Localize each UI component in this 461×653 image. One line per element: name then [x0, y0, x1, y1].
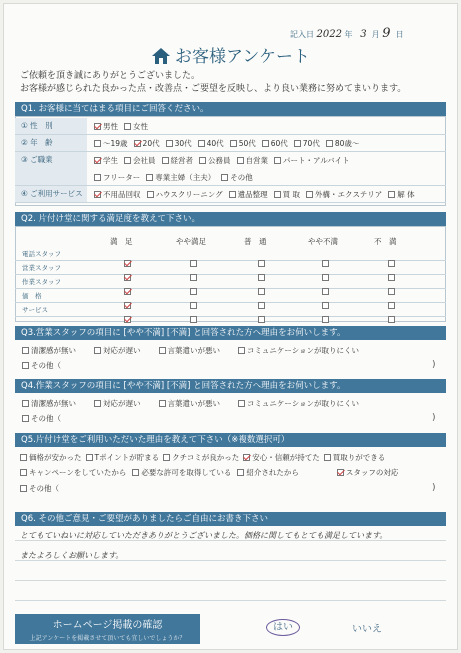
q1-option[interactable] — [274, 190, 300, 199]
q1-row-divider — [15, 202, 446, 203]
q4-other-option-checkbox[interactable] — [22, 415, 29, 422]
q4-option-checkbox[interactable] — [238, 400, 245, 407]
q1-option[interactable] — [199, 156, 231, 165]
q1-option[interactable] — [124, 122, 148, 131]
q5-option-checkbox[interactable] — [324, 454, 331, 461]
q1-option-label: 不用品回収 — [103, 190, 141, 199]
q1-option-checkbox[interactable] — [147, 191, 154, 198]
q2-rating-cell[interactable] — [190, 307, 199, 326]
q5-option[interactable] — [20, 453, 82, 462]
q1-option-checkbox[interactable] — [294, 140, 301, 147]
intro-text — [20, 70, 406, 96]
q2-row-label: サービス — [22, 306, 48, 314]
date-label: 記入日 — [290, 30, 314, 39]
month-unit: 月 — [371, 30, 380, 39]
q6-line-3 — [15, 580, 446, 581]
q1-option[interactable] — [230, 139, 256, 148]
q2-header: Q2. 片付け堂に関する満足度を教えて下さい。 — [15, 212, 446, 226]
intro-line-2: お客様が感じられた良かった点・改善点・ご要望を反映し、より良い業務に努めてまいります。 — [20, 84, 407, 94]
q1-option-checkbox[interactable] — [162, 157, 169, 164]
q1-option-label: 20代 — [142, 139, 160, 148]
publish-confirm-subtitle: 上記アンケートを掲載させて頂いても宜しいでしょうか？ — [29, 635, 186, 642]
q1-option-checkbox[interactable] — [306, 191, 313, 198]
publish-no-option[interactable]: いいえ — [352, 624, 382, 635]
q3-other-option-label: その他（ — [31, 361, 61, 370]
q1-option-checkbox[interactable] — [199, 157, 206, 164]
q1-option-label: 経営者 — [170, 156, 193, 165]
q2-column-header: やや満足 — [176, 237, 206, 246]
q5-option-checkbox[interactable] — [243, 454, 250, 461]
q1-row-options — [94, 138, 365, 149]
q5-row-2 — [20, 467, 404, 478]
q1-option-checkbox[interactable] — [221, 174, 228, 181]
q1-option-label: 公務員 — [208, 156, 231, 165]
q1-option-checkbox[interactable] — [134, 140, 141, 147]
q1-option[interactable] — [94, 122, 118, 131]
q5-row-1 — [20, 452, 389, 463]
q5-row-3 — [20, 483, 65, 494]
q3-option-checkbox[interactable] — [159, 347, 166, 354]
q1-option-checkbox[interactable] — [230, 140, 237, 147]
q5-option-label: キャンペーンをしていたから — [29, 468, 127, 477]
q3-other-option-checkbox[interactable] — [22, 362, 29, 369]
day-unit: 日 — [395, 30, 404, 39]
q5-option[interactable] — [243, 453, 320, 462]
q1-option-checkbox[interactable] — [274, 157, 281, 164]
q5-option-checkbox[interactable] — [337, 469, 344, 476]
q1-option[interactable] — [146, 173, 215, 182]
q1-option[interactable] — [221, 173, 253, 182]
q5-option[interactable] — [163, 453, 239, 462]
q3-other-option[interactable] — [22, 361, 61, 370]
q1-option[interactable] — [94, 190, 141, 199]
q5-other-option-checkbox[interactable] — [20, 485, 27, 492]
q1-option[interactable] — [294, 139, 320, 148]
q2-rating-cell[interactable] — [388, 307, 397, 326]
q1-option-label: 50代 — [238, 139, 256, 148]
q4-other-option[interactable] — [22, 414, 61, 423]
q5-option-label: 価格が安かった — [29, 453, 82, 462]
q1-row-options — [94, 189, 421, 200]
q4-option-label: 言葉遣いが悪い — [167, 399, 220, 408]
q1-option-label: 男性 — [103, 122, 118, 131]
q4-option-label: 清潔感が無い — [31, 399, 76, 408]
q1-option[interactable] — [134, 139, 160, 148]
q1-option-checkbox[interactable] — [229, 191, 236, 198]
q5-option-label: 買取りができる — [332, 453, 386, 462]
q2-row-divider — [15, 288, 446, 289]
q4-option-label: 対応が遅い — [103, 399, 141, 408]
q6-comment-line-1: とてもていねいに対応していただきありがとうございました。価格に関してもとても満足しています。 — [20, 531, 388, 540]
q5-option-label: Tポイントが貯まる — [94, 453, 160, 462]
q5-other-option[interactable] — [20, 484, 59, 493]
q2-row-divider — [15, 274, 446, 275]
q1-option-label: 専業主婦（主夫） — [155, 173, 216, 182]
q3-option-label: 対応が遅い — [103, 346, 141, 355]
q5-option-checkbox[interactable] — [86, 454, 93, 461]
q2-rating-checkbox[interactable] — [258, 316, 265, 323]
q1-option-checkbox[interactable] — [388, 191, 395, 198]
q1-option[interactable] — [306, 190, 382, 199]
entry-date — [290, 26, 404, 41]
q1-row-options — [94, 155, 356, 166]
q1-row-label: ④ ご利用サービス — [15, 186, 87, 203]
q3-option[interactable] — [238, 346, 359, 355]
q2-rating-checkbox[interactable] — [388, 316, 395, 323]
q1-option-label: ハウスクリーニング — [155, 190, 223, 199]
year-unit: 年 — [344, 30, 353, 39]
q1-option-checkbox[interactable] — [262, 140, 269, 147]
q5-other-close: ) — [432, 483, 436, 493]
q1-option-checkbox[interactable] — [94, 157, 101, 164]
publish-yes-option[interactable]: はい — [266, 619, 300, 636]
q1-option-label: 会社員 — [133, 156, 156, 165]
q1-row-label: ② 年 齢 — [15, 135, 87, 152]
q1-option-checkbox[interactable] — [326, 140, 333, 147]
q5-option-label: 安心・信頼が持てた — [252, 453, 320, 462]
q4-other-close: ) — [432, 413, 436, 423]
q2-column-header: 普 通 — [244, 237, 267, 246]
q1-option-checkbox[interactable] — [237, 157, 244, 164]
q1-option-label: 30代 — [174, 139, 192, 148]
q4-other — [22, 413, 67, 424]
q2-column-header: やや不満 — [308, 237, 338, 246]
q1-option-label: パート・アルバイト — [283, 156, 350, 165]
q1-option[interactable] — [166, 139, 192, 148]
q1-option[interactable] — [326, 139, 360, 148]
q1-option-checkbox[interactable] — [124, 157, 131, 164]
q3-option-checkbox[interactable] — [238, 347, 245, 354]
q1-option-label: 外構・エクステリア — [315, 190, 383, 199]
q1-row-options — [94, 121, 154, 132]
q1-option[interactable] — [274, 156, 350, 165]
q3-other — [22, 360, 67, 371]
q1-option[interactable] — [147, 190, 223, 199]
q2-rating-cell[interactable] — [258, 307, 267, 326]
q5-option[interactable] — [337, 468, 399, 477]
title-text: お客様アンケート — [175, 47, 310, 67]
q1-option-checkbox[interactable] — [94, 140, 101, 147]
q1-option[interactable] — [94, 173, 140, 182]
q1-option-label: 遺品整理 — [237, 190, 268, 199]
q2-rating-cell[interactable] — [124, 307, 133, 326]
q4-option[interactable] — [159, 399, 221, 408]
q1-option-checkbox[interactable] — [146, 174, 153, 181]
q2-row-label: 作業スタッフ — [22, 278, 61, 286]
q3-option[interactable] — [159, 346, 221, 355]
q3-option[interactable] — [22, 346, 76, 355]
q3-header: Q3.営業スタッフの項目に [やや不満] [不満] と回答された方へ理由をお伺いします。 — [15, 326, 446, 340]
q4-header: Q4.作業スタッフの項目に [やや不満] [不満] と回答された方へ理由をお伺いします。 — [15, 379, 446, 393]
q1-option-checkbox[interactable] — [124, 123, 131, 130]
q4-options — [22, 398, 359, 409]
q6-comment-line-2: またよろしくお願いします。 — [20, 551, 124, 560]
q2-rating-checkbox[interactable] — [322, 316, 329, 323]
q1-option-label: フリーター — [103, 173, 141, 182]
q6-line-4 — [15, 600, 446, 601]
q3-other-close: ) — [432, 360, 436, 370]
q1-option[interactable] — [124, 156, 156, 165]
q5-header: Q5.片付け堂をご利用いただいた理由を教えて下さい（※複数選択可） — [15, 433, 446, 447]
q1-option[interactable] — [229, 190, 268, 199]
q1-option-label: 女性 — [133, 122, 148, 131]
q1-option-label: 70代 — [302, 139, 320, 148]
q2-row-label: 価 格 — [22, 292, 42, 300]
q3-options — [22, 345, 359, 356]
q1-row-label: ③ ご職業 — [15, 152, 87, 186]
intro-line-1: ご依頼を頂き誠にありがとうございました。 — [20, 71, 201, 81]
q5-option-checkbox[interactable] — [20, 469, 27, 476]
page-title — [0, 42, 461, 70]
q1-option[interactable] — [94, 139, 128, 148]
q1-option-label: 80歳〜 — [334, 139, 360, 148]
q2-row-divider — [15, 316, 446, 317]
publish-confirm-title: ホームページ掲載の確認 — [52, 620, 163, 631]
q6-header: Q6. その他ご意見・ご要望がありましたらご自由にお書き下さい — [15, 512, 446, 526]
q3-option-checkbox[interactable] — [94, 347, 101, 354]
q3-option-label: コミュニケーションが取りにくい — [247, 346, 360, 355]
q1-row-options — [94, 172, 259, 183]
q5-option-checkbox[interactable] — [132, 469, 139, 476]
q5-option[interactable] — [237, 468, 299, 477]
date-month: 3 — [360, 29, 367, 40]
q2-row-divider — [15, 302, 446, 303]
q1-option-checkbox[interactable] — [94, 123, 101, 130]
q5-option-label: 紹介されたから — [246, 468, 299, 477]
q5-option-checkbox[interactable] — [20, 454, 27, 461]
q5-option-label: スタッフの対応 — [345, 468, 399, 477]
q2-row-label: 営業スタッフ — [22, 264, 61, 272]
q5-option[interactable] — [86, 453, 160, 462]
q2-rating-checkbox[interactable] — [124, 316, 131, 323]
q1-option-label: 40代 — [206, 139, 224, 148]
q3-option-label: 言葉遣いが悪い — [167, 346, 220, 355]
q2-column-header: 不 満 — [374, 237, 397, 246]
q2-column-header: 満 足 — [110, 237, 133, 246]
date-day: 9 — [382, 26, 391, 41]
q2-rating-checkbox[interactable] — [190, 316, 197, 323]
q1-row-label: ① 性 別 — [15, 118, 87, 135]
q3-option-checkbox[interactable] — [22, 347, 29, 354]
q3-option[interactable] — [94, 346, 141, 355]
q1-option[interactable] — [198, 139, 224, 148]
date-year: 2022 — [316, 29, 342, 40]
q1-option-label: 学生 — [103, 156, 118, 165]
q5-option-checkbox[interactable] — [163, 454, 170, 461]
q5-option[interactable] — [324, 453, 386, 462]
q1-header: Q1. お客様に当てはまる項目にご回答ください。 — [15, 102, 446, 116]
q4-option[interactable] — [238, 399, 359, 408]
publish-confirm-box — [15, 614, 200, 644]
q1-option-checkbox[interactable] — [94, 174, 101, 181]
q3-option-label: 清潔感が無い — [31, 346, 76, 355]
house-icon — [151, 47, 171, 70]
q4-other-option-label: その他（ — [31, 414, 61, 423]
q1-option-checkbox[interactable] — [274, 191, 281, 198]
q5-other-option-label: その他（ — [29, 484, 59, 493]
q4-option-label: コミュニケーションが取りにくい — [247, 399, 360, 408]
q1-option-label: 解 体 — [397, 190, 415, 199]
q5-option[interactable] — [132, 468, 231, 477]
q1-option[interactable] — [262, 139, 288, 148]
q4-option[interactable] — [94, 399, 141, 408]
q4-option-checkbox[interactable] — [22, 400, 29, 407]
q5-option-label: クチコミが良かった — [172, 453, 240, 462]
q5-option-checkbox[interactable] — [237, 469, 244, 476]
q1-option-label: 60代 — [270, 139, 288, 148]
q1-option-label: 〜19歳 — [103, 139, 128, 148]
q1-option[interactable] — [388, 190, 414, 199]
q1-option[interactable] — [94, 156, 118, 165]
q4-option[interactable] — [22, 399, 76, 408]
q5-option-label: 必要な許可を取得している — [141, 468, 232, 477]
q4-option-checkbox[interactable] — [159, 400, 166, 407]
q1-option-label: 自営業 — [245, 156, 268, 165]
q2-rating-cell[interactable] — [322, 307, 331, 326]
q1-option-checkbox[interactable] — [198, 140, 205, 147]
q2-row-label: 電話スタッフ — [22, 250, 61, 258]
q4-option-checkbox[interactable] — [94, 400, 101, 407]
q5-option[interactable] — [20, 468, 126, 477]
q1-option[interactable] — [162, 156, 194, 165]
q1-option[interactable] — [237, 156, 269, 165]
q1-option-checkbox[interactable] — [94, 191, 101, 198]
q1-option-label: 買 取 — [282, 190, 301, 199]
q2-row-divider — [15, 260, 446, 261]
q1-option-label: その他 — [230, 173, 253, 182]
q1-option-checkbox[interactable] — [166, 140, 173, 147]
